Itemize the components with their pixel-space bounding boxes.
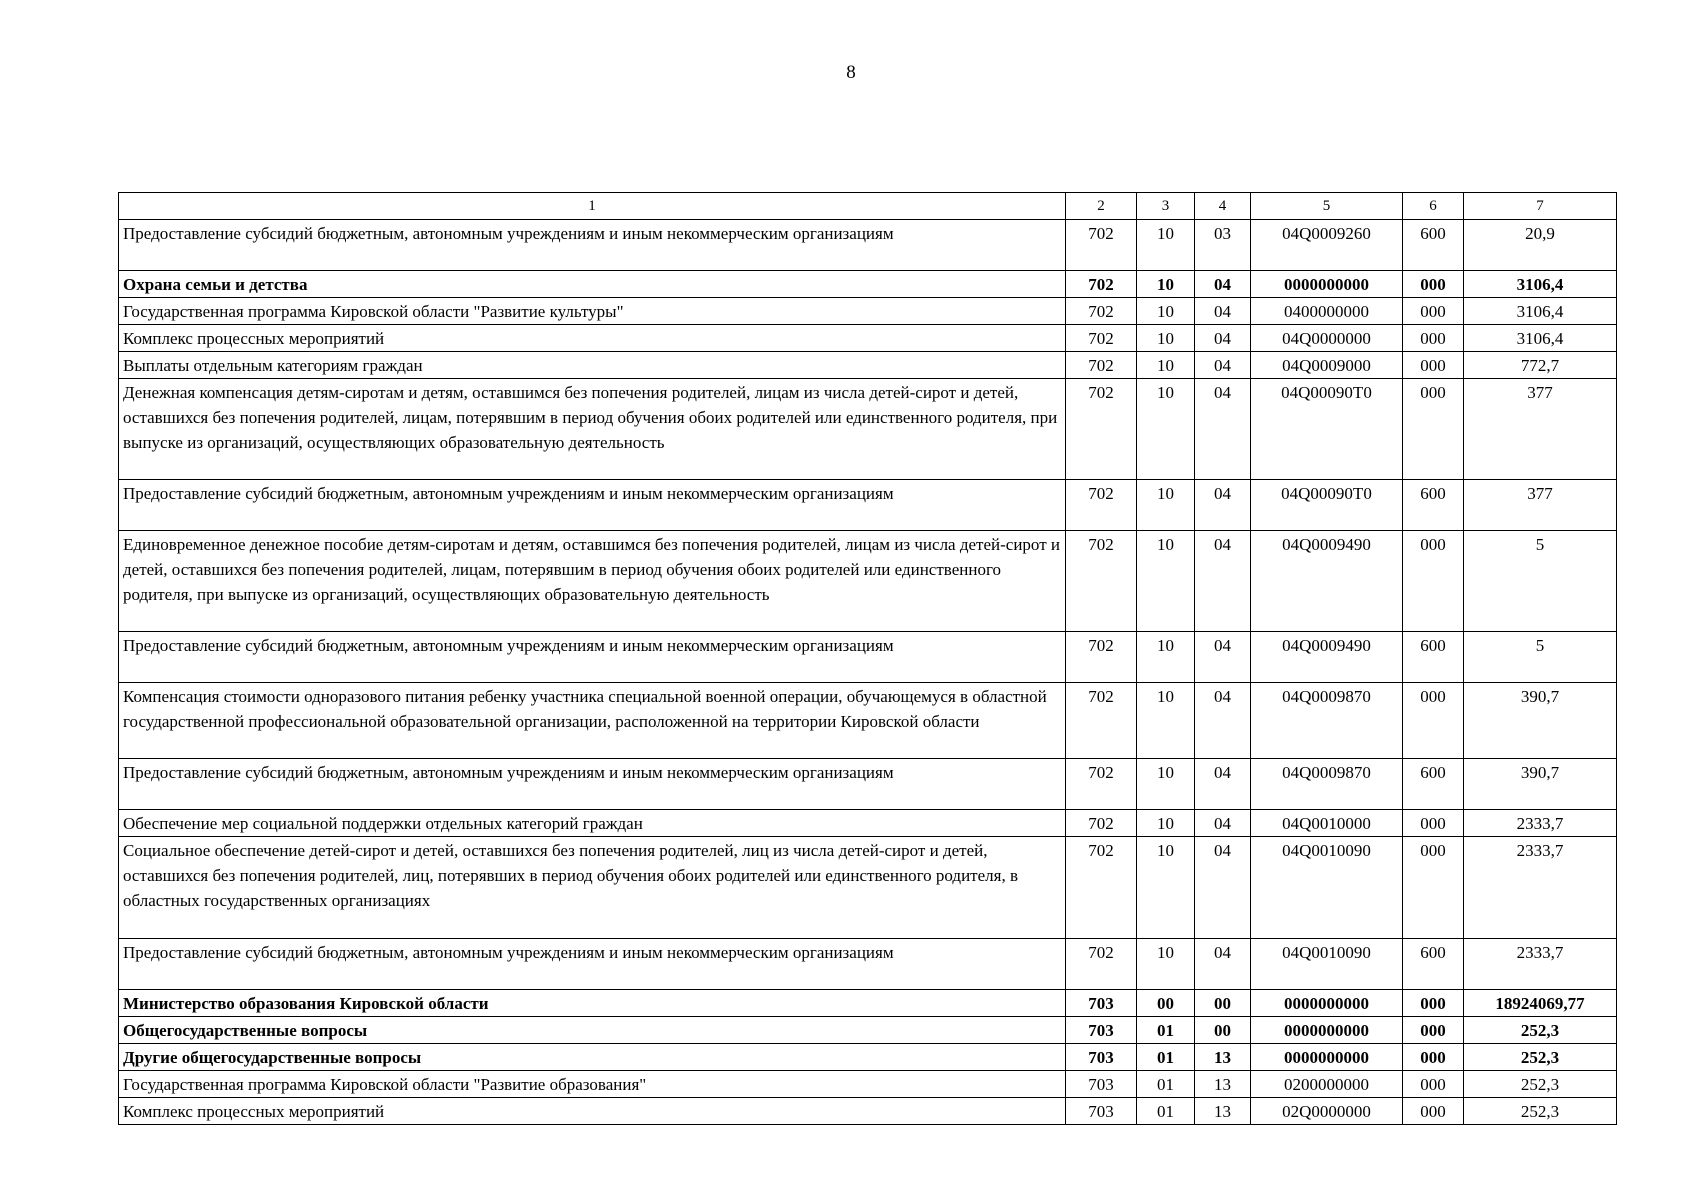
table-row (119, 837, 1617, 939)
ministry-code: 702 (1066, 939, 1137, 990)
amount: 252,3 (1464, 1017, 1617, 1044)
ministry-code: 702 (1066, 632, 1137, 683)
expense-type-code: 000 (1403, 325, 1464, 352)
target-article-code: 04Q0009000 (1251, 352, 1403, 379)
subsection-code: 04 (1195, 298, 1251, 325)
expense-type-code: 000 (1403, 810, 1464, 837)
expense-type-code: 000 (1403, 531, 1464, 632)
target-article-code: 02Q0000000 (1251, 1098, 1403, 1125)
expense-type-code: 600 (1403, 480, 1464, 531)
subsection-code: 03 (1195, 220, 1251, 271)
subsection-code: 04 (1195, 531, 1251, 632)
expense-type-code: 000 (1403, 298, 1464, 325)
ministry-code: 702 (1066, 683, 1137, 759)
row-description: Комплекс процессных мероприятий (119, 1098, 1066, 1125)
expense-type-code: 000 (1403, 1017, 1464, 1044)
table-row (119, 632, 1617, 683)
amount: 3106,4 (1464, 271, 1617, 298)
header-cell: 2 (1066, 193, 1137, 220)
subsection-code: 00 (1195, 990, 1251, 1017)
ministry-code: 702 (1066, 480, 1137, 531)
header-cell: 5 (1251, 193, 1403, 220)
subsection-code: 04 (1195, 810, 1251, 837)
ministry-code: 703 (1066, 990, 1137, 1017)
expense-type-code: 000 (1403, 990, 1464, 1017)
table-row (119, 531, 1617, 632)
header-cell: 6 (1403, 193, 1464, 220)
row-description: Министерство образования Кировской области (119, 990, 1066, 1017)
section-code: 10 (1137, 759, 1195, 810)
table-row (119, 939, 1617, 990)
table-row (119, 352, 1617, 379)
amount: 3106,4 (1464, 298, 1617, 325)
row-description: Компенсация стоимости одноразового питания ребенку участника специальной военной операции, обучающемуся в областной государственной профессиональной образовательной организации, расположенной на территории Кировской области (119, 683, 1066, 759)
expense-type-code: 000 (1403, 1071, 1464, 1098)
expense-type-code: 000 (1403, 1044, 1464, 1071)
section-code: 01 (1137, 1017, 1195, 1044)
target-article-code: 04Q0010000 (1251, 810, 1403, 837)
target-article-code: 04Q0009870 (1251, 759, 1403, 810)
header-cell: 1 (119, 193, 1066, 220)
expense-type-code: 000 (1403, 683, 1464, 759)
expense-type-code: 000 (1403, 837, 1464, 939)
target-article-code: 04Q0000000 (1251, 325, 1403, 352)
section-code: 10 (1137, 531, 1195, 632)
ministry-code: 703 (1066, 1017, 1137, 1044)
section-code: 10 (1137, 220, 1195, 271)
row-description: Предоставление субсидий бюджетным, автономным учреждениям и иным некоммерческим организациям (119, 939, 1066, 990)
ministry-code: 702 (1066, 837, 1137, 939)
subsection-code: 04 (1195, 759, 1251, 810)
ministry-code: 702 (1066, 220, 1137, 271)
subsection-code: 00 (1195, 1017, 1251, 1044)
amount: 20,9 (1464, 220, 1617, 271)
amount: 2333,7 (1464, 939, 1617, 990)
amount: 377 (1464, 379, 1617, 480)
section-code: 01 (1137, 1098, 1195, 1125)
subsection-code: 13 (1195, 1044, 1251, 1071)
expense-type-code: 600 (1403, 939, 1464, 990)
section-code: 01 (1137, 1071, 1195, 1098)
subsection-code: 04 (1195, 480, 1251, 531)
amount: 2333,7 (1464, 810, 1617, 837)
amount: 252,3 (1464, 1098, 1617, 1125)
table-row (119, 1071, 1617, 1098)
table-row (119, 220, 1617, 271)
budget-table (118, 192, 1617, 1125)
section-code: 01 (1137, 1044, 1195, 1071)
table-row (119, 810, 1617, 837)
subsection-code: 04 (1195, 352, 1251, 379)
section-code: 10 (1137, 379, 1195, 480)
target-article-code: 04Q00090T0 (1251, 480, 1403, 531)
target-article-code: 04Q0009490 (1251, 531, 1403, 632)
subsection-code: 13 (1195, 1098, 1251, 1125)
section-code: 10 (1137, 480, 1195, 531)
section-code: 10 (1137, 810, 1195, 837)
section-code: 10 (1137, 939, 1195, 990)
subsection-code: 13 (1195, 1071, 1251, 1098)
expense-type-code: 600 (1403, 632, 1464, 683)
table-row (119, 759, 1617, 810)
subsection-code: 04 (1195, 325, 1251, 352)
expense-type-code: 000 (1403, 271, 1464, 298)
section-code: 00 (1137, 990, 1195, 1017)
expense-type-code: 600 (1403, 759, 1464, 810)
row-description: Социальное обеспечение детей-сирот и детей, оставшихся без попечения родителей, лиц из числа детей-сирот и детей, оставшихся без попечения родителей, лиц, потерявших в период обучения обоих родителей или единственного родителя, в областных государственных организациях (119, 837, 1066, 939)
section-code: 10 (1137, 325, 1195, 352)
table-row (119, 271, 1617, 298)
ministry-code: 702 (1066, 531, 1137, 632)
amount: 5 (1464, 632, 1617, 683)
header-cell: 7 (1464, 193, 1617, 220)
amount: 390,7 (1464, 683, 1617, 759)
row-description: Предоставление субсидий бюджетным, автономным учреждениям и иным некоммерческим организациям (119, 759, 1066, 810)
amount: 5 (1464, 531, 1617, 632)
row-description: Другие общегосударственные вопросы (119, 1044, 1066, 1071)
target-article-code: 04Q0009490 (1251, 632, 1403, 683)
subsection-code: 04 (1195, 837, 1251, 939)
row-description: Государственная программа Кировской области "Развитие образования" (119, 1071, 1066, 1098)
subsection-code: 04 (1195, 683, 1251, 759)
ministry-code: 702 (1066, 759, 1137, 810)
target-article-code: 0200000000 (1251, 1071, 1403, 1098)
section-code: 10 (1137, 271, 1195, 298)
table-row (119, 379, 1617, 480)
table-row (119, 1044, 1617, 1071)
expense-type-code: 000 (1403, 1098, 1464, 1125)
subsection-code: 04 (1195, 379, 1251, 480)
expense-type-code: 000 (1403, 379, 1464, 480)
row-description: Предоставление субсидий бюджетным, автономным учреждениям и иным некоммерческим организациям (119, 220, 1066, 271)
target-article-code: 0000000000 (1251, 1017, 1403, 1044)
section-code: 10 (1137, 632, 1195, 683)
target-article-code: 04Q0009260 (1251, 220, 1403, 271)
ministry-code: 703 (1066, 1071, 1137, 1098)
row-description: Обеспечение мер социальной поддержки отдельных категорий граждан (119, 810, 1066, 837)
target-article-code: 0000000000 (1251, 990, 1403, 1017)
table-row (119, 990, 1617, 1017)
row-description: Денежная компенсация детям-сиротам и детям, оставшимся без попечения родителей, лицам из числа детей-сирот и детей, оставшихся без попечения родителей, лицам, потерявшим в период обучения обоих родителей или единственного родителя, при выпуске из организаций, осуществляющих образовательную деятельность (119, 379, 1066, 480)
amount: 390,7 (1464, 759, 1617, 810)
amount: 2333,7 (1464, 837, 1617, 939)
section-code: 10 (1137, 683, 1195, 759)
row-description: Выплаты отдельным категориям граждан (119, 352, 1066, 379)
target-article-code: 04Q00090T0 (1251, 379, 1403, 480)
row-description: Предоставление субсидий бюджетным, автономным учреждениям и иным некоммерческим организациям (119, 632, 1066, 683)
row-description: Комплекс процессных мероприятий (119, 325, 1066, 352)
amount: 377 (1464, 480, 1617, 531)
table-body (119, 193, 1617, 1125)
ministry-code: 702 (1066, 325, 1137, 352)
amount: 772,7 (1464, 352, 1617, 379)
ministry-code: 703 (1066, 1098, 1137, 1125)
ministry-code: 702 (1066, 271, 1137, 298)
table-row (119, 1017, 1617, 1044)
expense-type-code: 600 (1403, 220, 1464, 271)
section-code: 10 (1137, 352, 1195, 379)
amount: 3106,4 (1464, 325, 1617, 352)
target-article-code: 04Q0010090 (1251, 837, 1403, 939)
target-article-code: 04Q0010090 (1251, 939, 1403, 990)
expense-type-code: 000 (1403, 352, 1464, 379)
amount: 252,3 (1464, 1071, 1617, 1098)
header-cell: 4 (1195, 193, 1251, 220)
ministry-code: 702 (1066, 352, 1137, 379)
table-row (119, 1098, 1617, 1125)
header-row (119, 193, 1617, 220)
table-row (119, 480, 1617, 531)
subsection-code: 04 (1195, 271, 1251, 298)
table-row (119, 683, 1617, 759)
section-code: 10 (1137, 837, 1195, 939)
page-number: 8 (846, 62, 856, 83)
ministry-code: 702 (1066, 298, 1137, 325)
table-row (119, 325, 1617, 352)
row-description: Охрана семьи и детства (119, 271, 1066, 298)
target-article-code: 04Q0009870 (1251, 683, 1403, 759)
target-article-code: 0000000000 (1251, 1044, 1403, 1071)
ministry-code: 702 (1066, 379, 1137, 480)
ministry-code: 703 (1066, 1044, 1137, 1071)
target-article-code: 0000000000 (1251, 271, 1403, 298)
row-description: Общегосударственные вопросы (119, 1017, 1066, 1044)
target-article-code: 0400000000 (1251, 298, 1403, 325)
amount: 252,3 (1464, 1044, 1617, 1071)
amount: 18924069,77 (1464, 990, 1617, 1017)
row-description: Предоставление субсидий бюджетным, автономным учреждениям и иным некоммерческим организациям (119, 480, 1066, 531)
row-description: Единовременное денежное пособие детям-сиротам и детям, оставшимся без попечения родителей, лицам из числа детей-сирот и детей, оставшихся без попечения родителей, лицам, потерявшим в период обучения обоих родителей или единственного родителя, при выпуске из организаций, осуществляющих образовательную деятельность (119, 531, 1066, 632)
header-cell: 3 (1137, 193, 1195, 220)
subsection-code: 04 (1195, 632, 1251, 683)
table-row (119, 298, 1617, 325)
ministry-code: 702 (1066, 810, 1137, 837)
subsection-code: 04 (1195, 939, 1251, 990)
row-description: Государственная программа Кировской области "Развитие культуры" (119, 298, 1066, 325)
section-code: 10 (1137, 298, 1195, 325)
